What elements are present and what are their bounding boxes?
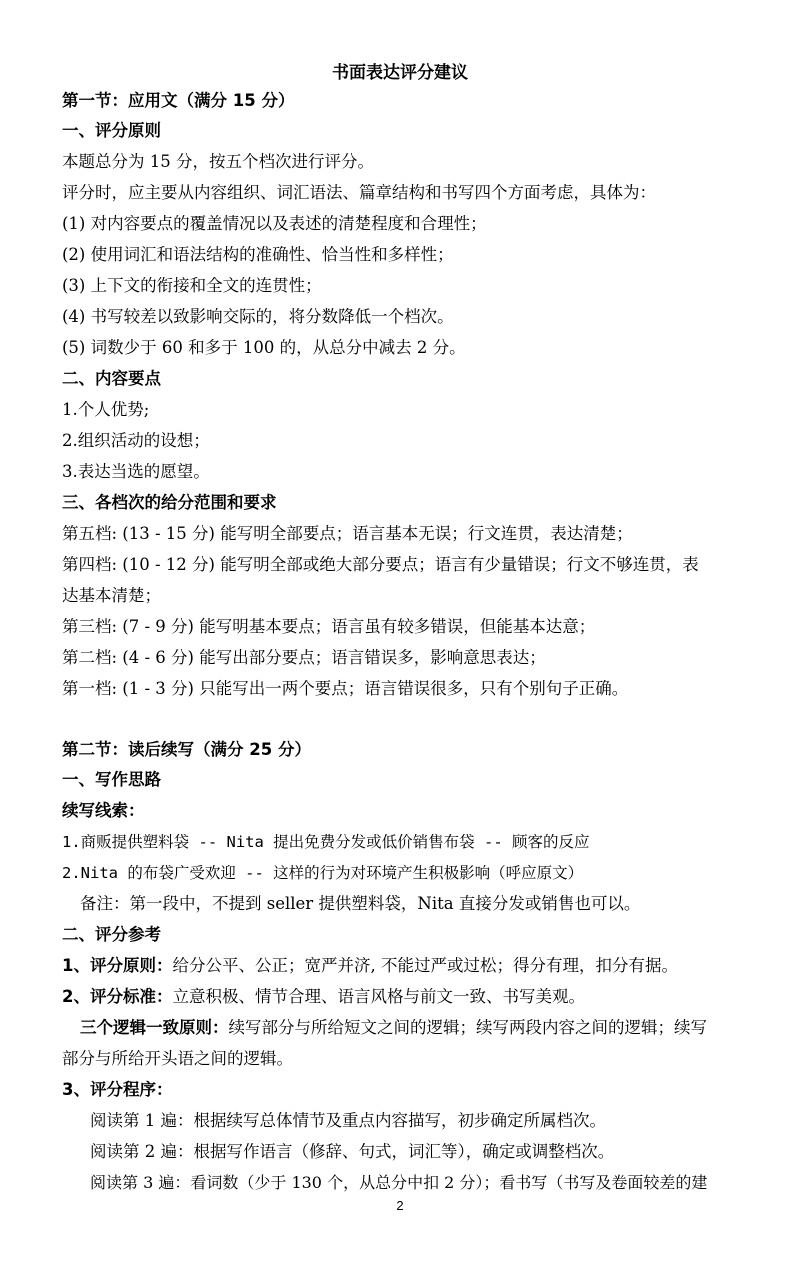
section2-sub1-heading: 一、写作思路 xyxy=(62,770,161,789)
scoring-standard xyxy=(62,985,585,1009)
scoring-principle-label: 1、评分原则： xyxy=(62,956,173,975)
clue-item: 1.商贩提供塑料袋 -- Nita 提出免费分发或低价销售布袋 -- 顾客的反应 xyxy=(62,833,590,851)
grade-level: 第五档: (13 - 15 分) 能写明全部要点；语言基本无误；行文连贯，表达清楚； xyxy=(62,524,633,543)
section1-sub1-heading: 一、评分原则 xyxy=(62,121,161,140)
scoring-procedure-heading: 3、评分程序： xyxy=(62,1080,173,1099)
grade-level: 达基本清楚； xyxy=(62,586,161,605)
clue-item: 2.Nita 的布袋广受欢迎 -- 这样的行为对环境产生积极影响（呼应原文） xyxy=(62,864,584,882)
criteria-item: (3) 上下文的衔接和全文的连贯性； xyxy=(62,276,322,295)
section1-sub2-heading: 二、内容要点 xyxy=(62,369,161,388)
clue-heading: 续写线索： xyxy=(62,801,145,820)
criteria-item: (1) 对内容要点的覆盖情况以及表述的清楚程度和合理性； xyxy=(62,214,487,233)
section1-line: 本题总分为 15 分，按五个档次进行评分。 xyxy=(62,152,374,171)
section1-sub3-heading: 三、各档次的给分范围和要求 xyxy=(62,493,277,512)
section1-line: 评分时，应主要从内容组织、词汇语法、篇章结构和书写四个方面考虑，具体为： xyxy=(62,183,656,202)
scoring-principle-text: 给分公平、公正；宽严并济, 不能过严或过松；得分有理，扣分有据。 xyxy=(172,956,678,975)
logic-principle-continued: 部分与所给开头语之间的逻辑。 xyxy=(62,1049,293,1068)
scoring-principle xyxy=(62,954,678,978)
page-number: 2 xyxy=(396,1198,404,1213)
grade-level: 第四档: (10 - 12 分) 能写明全部或绝大部分要点；语言有少量错误；行文不够连贯，表 xyxy=(62,555,699,574)
section2-heading: 第二节：读后续写（满分 25 分） xyxy=(62,740,311,759)
section1-heading: 第一节：应用文（满分 15 分） xyxy=(62,91,295,110)
grade-level: 第三档: (7 - 9 分) 能写明基本要点；语言虽有较多错误，但能基本达意； xyxy=(62,617,596,636)
logic-principle-label: 三个逻辑一致原则： xyxy=(80,1018,229,1037)
section2-sub2-heading: 二、评分参考 xyxy=(62,925,161,944)
criteria-item: (4) 书写较差以致影响交际的，将分数降低一个档次。 xyxy=(62,307,454,326)
content-point: 3.表达当选的愿望。 xyxy=(62,462,210,481)
scoring-standard-label: 2、评分标准： xyxy=(62,987,173,1006)
content-point: 1.个人优势; xyxy=(62,400,150,419)
logic-principle-text: 续写部分与所给短文之间的逻辑；续写两段内容之间的逻辑；续写 xyxy=(228,1018,707,1037)
note-line: 备注：第一段中，不提到 seller 提供塑料袋，Nita 直接分发或销售也可以。 xyxy=(80,894,641,913)
logic-principle xyxy=(80,1016,707,1040)
document-title: 书面表达评分建议 xyxy=(332,63,468,83)
grade-level: 第二档: (4 - 6 分) 能写出部分要点；语言错误多，影响意思表达； xyxy=(62,648,546,667)
reading-step: 阅读第 2 遍：根据写作语言（修辞、句式，词汇等），确定或调整档次。 xyxy=(90,1142,615,1161)
reading-step: 阅读第 1 遍：根据续写总体情节及重点内容描写，初步确定所属档次。 xyxy=(90,1111,606,1130)
content-point: 2.组织活动的设想； xyxy=(62,431,210,450)
criteria-item: (2) 使用词汇和语法结构的准确性、恰当性和多样性； xyxy=(62,245,454,264)
reading-step: 阅读第 3 遍：看词数（少于 130 个，从总分中扣 2 分）；看书写（书写及卷面较差的建 xyxy=(90,1173,708,1192)
grade-level: 第一档: (1 - 3 分) 只能写出一两个要点；语言错误很多，只有个别句子正确。 xyxy=(62,679,629,698)
scoring-standard-text: 立意积极、情节合理、语言风格与前文一致、书写美观。 xyxy=(172,987,585,1006)
criteria-item: (5) 词数少于 60 和多于 100 的，从总分中减去 2 分。 xyxy=(62,338,466,357)
